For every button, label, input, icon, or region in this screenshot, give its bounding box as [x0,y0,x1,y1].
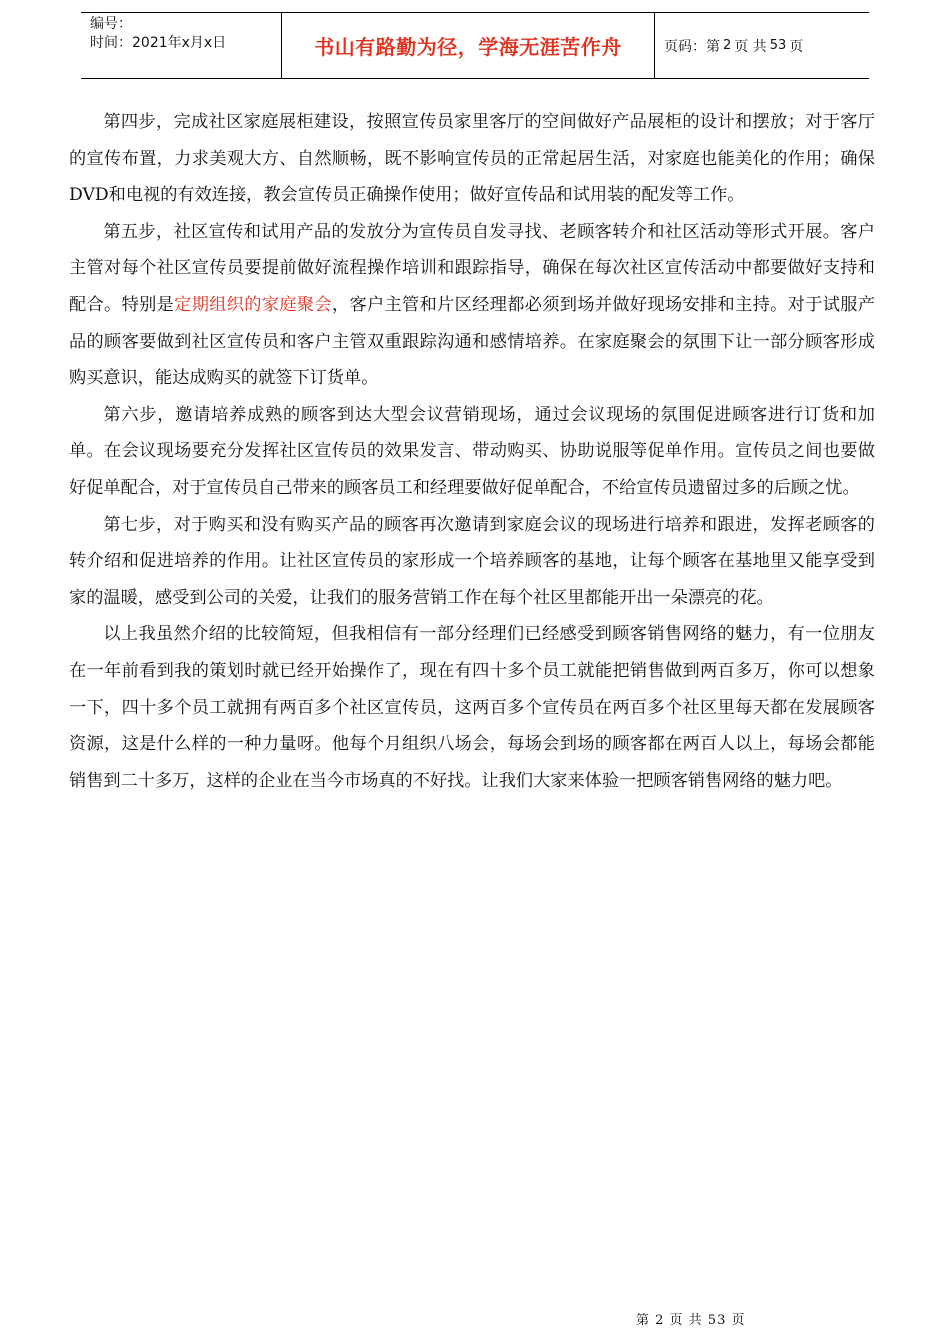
page-current: 2 [723,38,732,53]
document-header [81,12,869,79]
header-page-cell [655,13,869,78]
page-middle: 页 共 [734,38,767,55]
page-suffix: 页 [789,38,804,55]
document-code-label: 编号： [90,16,132,32]
highlighted-phrase: 定期组织的家庭聚会 [174,294,332,315]
page-footer: 第 2 页 共 53 页 [636,1313,746,1328]
document-time-label: 时间：2021年x月x日 [90,35,227,51]
paragraph-step-five [69,214,875,397]
header-meta-cell [81,13,282,78]
page-prefix: 页码：第 [664,38,720,55]
paragraph-conclusion: 以上我虽然介绍的比较简短，但我相信有一部分经理们已经感受到顾客销售网络的魅力，有一位朋友在一年前看到我的策划时就已经开始操作了，现在有四十多个员工就能把销售做到两百多万，你可以想象一下，四十多个员工就拥有两百多个社区宣传员，这两百多个宣传员在两百多个社区里每天都在发展顾客资源，这是什么样的一种力量呀。他每个月组织八场会，每场会到场的顾客都在两百人以上，每场会都能销售到二十多万，这样的企业在当今市场真的不好找。让我们大家来体验一把顾客销售网络的魅力吧。 [69,624,875,791]
paragraph-step-four: 第四步，完成社区家庭展柜建设，按照宣传员家里客厅的空间做好产品展柜的设计和摆放；对于客厅的宣传布置，力求美观大方、自然顺畅，既不影响宣传员的正常起居生活，对家庭也能美化的作用；确保DVD和电视的有效连接，教会宣传员正确操作使用；做好宣传品和试用装的配发等工作。 [69,112,875,206]
paragraph-step-five-text-a: 第五步，社区宣传和试用产品的发放分为宣传员自发寻找、老顾客转介和社区活动等形式开展。客户主管对每个社区宣传员要提前做好流程操作培训和跟踪指导，确保在每次社区宣传活动中都要做好支持和配合。特别是 [69,221,875,315]
paragraph-step-five-text-b: ，客户主管和片区经理都必须到场并做好现场安排和主持。对于试服产品的顾客要做到社区宣传员和客户主管双重跟踪沟通和感情培养。在家庭聚会的氛围下让一部分顾客形成购买意识，能达成购买的就签下订货单。 [69,294,875,389]
header-motto-cell [282,13,655,78]
page-total: 53 [769,38,787,53]
paragraph-step-six: 第六步，邀请培养成熟的顾客到达大型会议营销现场，通过会议现场的氛围促进顾客进行订货和加单。在会议现场要充分发挥社区宣传员的效果发言、带动购买、协助说服等促单作用。宣传员之间也要做好促单配合，对于宣传员自己带来的顾客员工和经理要做好促单配合，不给宣传员遗留过多的后顾之忧。 [69,404,875,498]
header-motto: 书山有路勤为径，学海无涯苦作舟 [314,35,622,59]
document-body [69,104,875,799]
paragraph-step-seven: 第七步，对于购买和没有购买产品的顾客再次邀请到家庭会议的现场进行培养和跟进，发挥老顾客的转介绍和促进培养的作用。让社区宣传员的家形成一个培养顾客的基地，让每个顾客在基地里又能享受到家的温暖，感受到公司的关爱，让我们的服务营销工作在每个社区里都能开出一朵漂亮的花。 [69,514,875,608]
